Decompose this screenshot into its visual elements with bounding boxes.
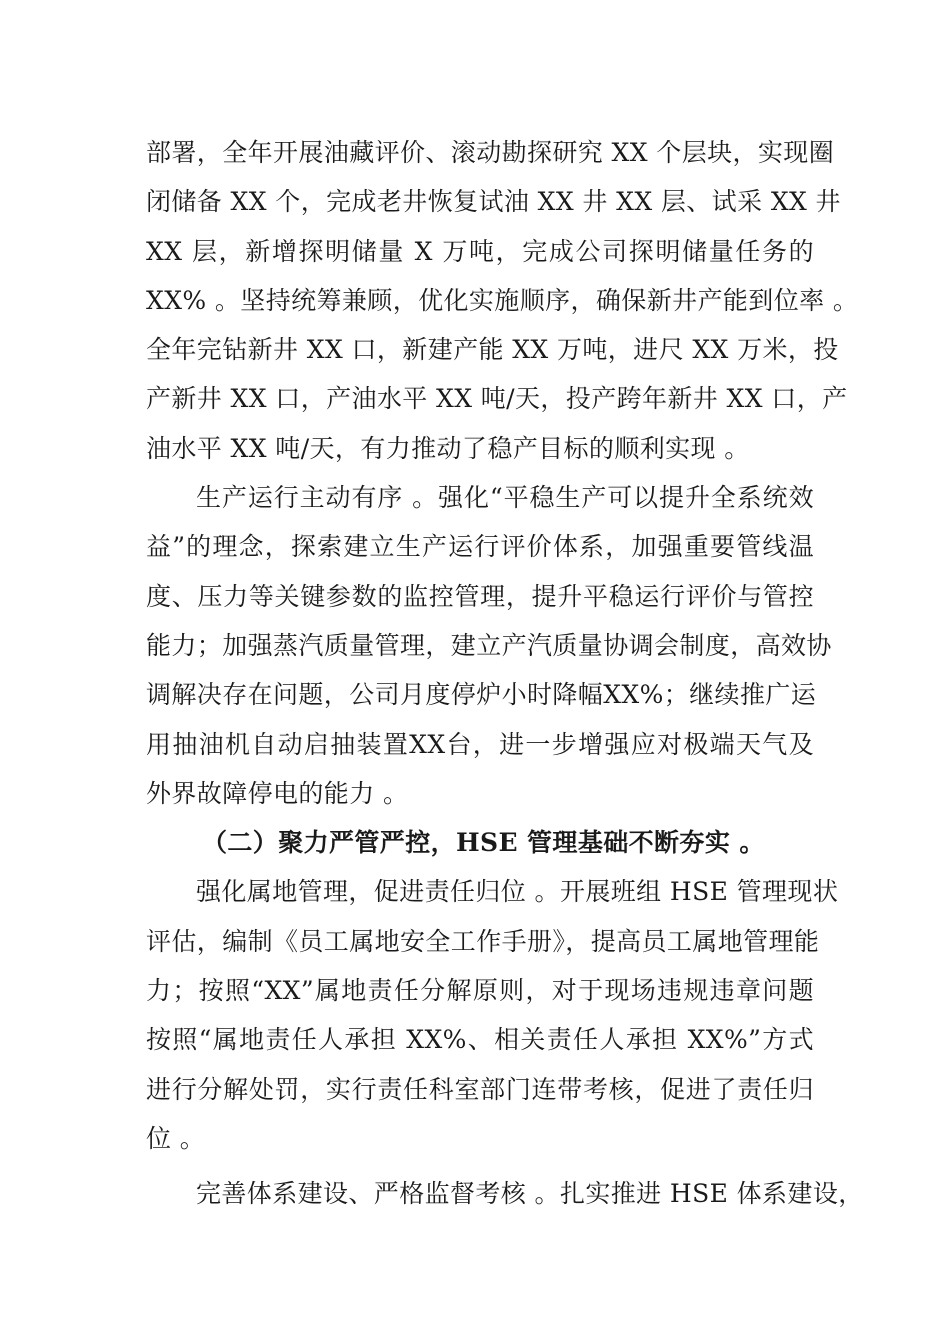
text-line: 评估，编制《员工属地安全工作手册》，提高员工属地管理能 — [146, 926, 820, 956]
text-line: 益”的理念，探索建立生产运行评价体系，加强重要管线温 — [146, 532, 814, 562]
text-line: 全年完钻新井 XX 口，新建产能 XX 万吨，进尺 XX 万米，投 — [146, 335, 839, 365]
text-line: 进行分解处罚，实行责任科室部门连带考核，促进了责任归 — [146, 1074, 814, 1104]
text-line: 外界故障停电的能力 。 — [146, 778, 409, 808]
text-line: 产新井 XX 口，产油水平 XX 吨/天，投产跨年新井 XX 口，产 — [146, 384, 848, 414]
section-heading — [146, 818, 814, 867]
paragraph-territorial-management — [146, 867, 839, 1163]
text-line: 按照“属地责任人承担 XX%、相关责任人承担 XX%”方式 — [146, 1025, 814, 1055]
text-line: 度、压力等关键参数的监控管理，提升平稳运行评价与管控 — [146, 581, 814, 611]
paragraph-exploration — [146, 128, 859, 473]
paragraph-system-construction — [146, 1169, 864, 1218]
text-line: 力；按照“XX”属地责任分解原则，对于现场违规违章问题 — [146, 976, 814, 1006]
text-line: 完善体系建设、严格监督考核 。扎实推进 HSE 体系建设， — [196, 1179, 864, 1209]
document-body — [146, 128, 864, 1219]
text-line: XX 层，新增探明储量 X 万吨，完成公司探明储量任务的 — [146, 236, 814, 266]
paragraph-production-operation — [146, 473, 832, 818]
text-line: 强化属地管理，促进责任归位 。开展班组 HSE 管理现状 — [196, 877, 839, 907]
text-line: 油水平 XX 吨/天，有力推动了稳产目标的顺利实现 。 — [146, 433, 750, 463]
text-line: 部署，全年开展油藏评价、滚动勘探研究 XX 个层块，实现圈 — [146, 138, 835, 167]
text-line: 生产运行主动有序 。强化“平稳生产可以提升全系统效 — [196, 483, 814, 513]
text-line: 能力；加强蒸汽质量管理，建立产汽质量协调会制度，高效协 — [146, 630, 832, 660]
text-line: 位 。 — [146, 1123, 206, 1153]
text-line: 用抽油机自动启抽装置XX台，进一步增强应对极端天气及 — [146, 729, 814, 759]
text-line: XX% 。坚持统筹兼顾，优化实施顺序，确保新井产能到位率 。 — [146, 285, 859, 315]
section-heading-text: （二）聚力严管严控，HSE 管理基础不断夯实 。 — [202, 828, 765, 858]
text-line: 闭储备 XX 个，完成老井恢复试油 XX 井 XX 层、试采 XX 井 — [146, 187, 841, 217]
text-line: 调解决存在问题，公司月度停炉小时降幅XX%；继续推广运 — [146, 680, 817, 710]
